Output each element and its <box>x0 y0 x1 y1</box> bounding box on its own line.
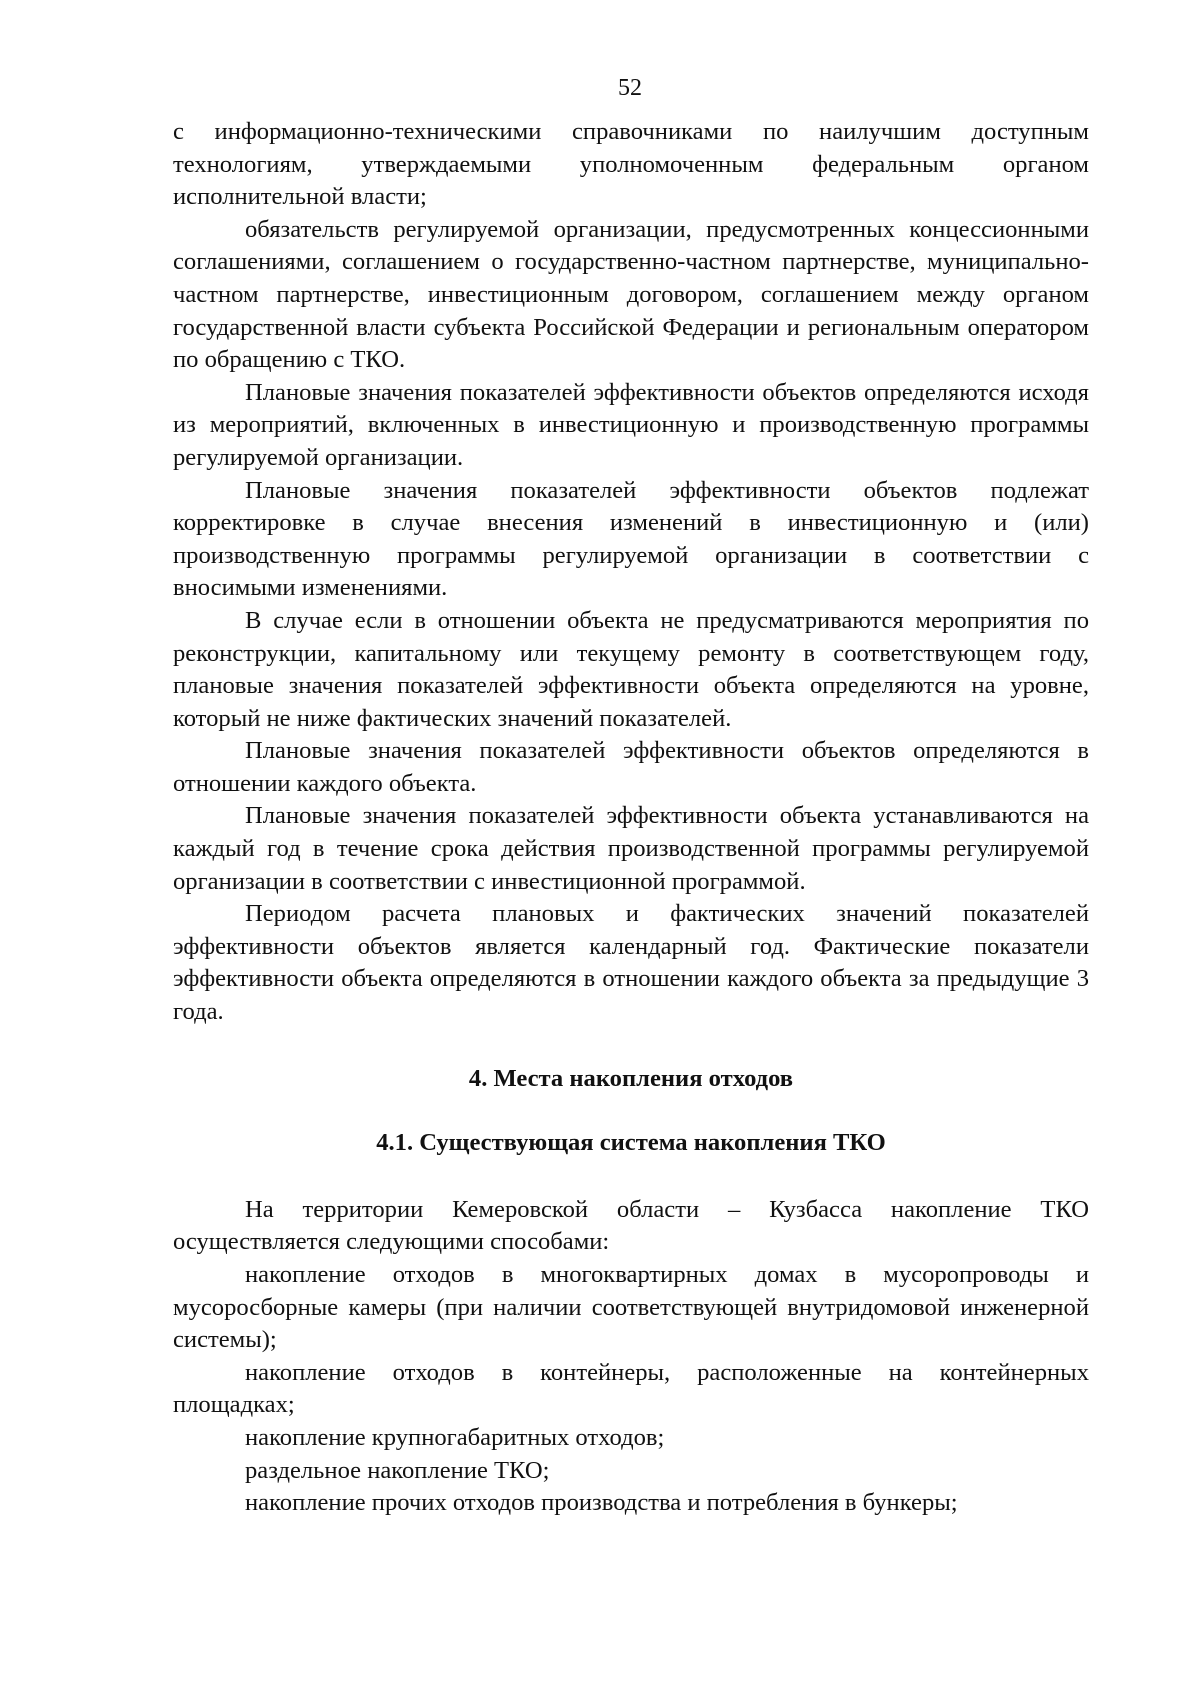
document-body <box>173 116 1089 1520</box>
paragraph-calculation-period: Периодом расчета плановых и фактических значений показателей эффективности объектов является календарный год. Фактические показатели эффективности объекта определяются в отношении каждого объекта за предыдущие 3 года. <box>173 900 1089 1026</box>
section-heading: 4. Места накопления отходов <box>468 1064 794 1092</box>
paragraph-planned-values-adjustment: Плановые значения показателей эффективности объектов подлежат корректировке в случае внесения изменений в инвестиционную и (или) производственную программы регулируемой организации в соответствии с вносимыми изменениями. <box>173 476 1089 602</box>
list-item-bunkers: накопление прочих отходов производства и потребления в бункеры; <box>245 1489 958 1517</box>
list-item-containers: накопление отходов в контейнеры, расположенные на контейнерных площадках; <box>173 1358 1089 1419</box>
paragraph-obligations: обязательств регулируемой организации, предусмотренных концессионными соглашениями, соглашением о государственно-частном партнерстве, муниципально-частном партнерстве, инвестиционным договором, соглашением между органом государственной власти субъекта Российской Федерации и региональным оператором по обращению с ТКО. <box>173 215 1089 374</box>
paragraph-accumulation-intro: На территории Кемеровской области – Кузбасса накопление ТКО осуществляется следующими способами: <box>173 1195 1089 1256</box>
paragraph-continued: с информационно-техническими справочниками по наилучшим доступным технологиям, утверждаемыми уполномоченным федеральным органом исполнительной власти; <box>173 118 1089 211</box>
list-item-garbage-chutes: накопление отходов в многоквартирных домах в мусоропроводы и мусоросборные камеры (при наличии соответствующей внутридомовой инженерной системы); <box>173 1261 1089 1354</box>
subsection-heading: 4.1. Существующая система накопления ТКО <box>376 1129 886 1157</box>
paragraph-no-repair-case: В случае если в отношении объекта не предусматриваются мероприятия по реконструкции, капитальному или текущему ремонту в соответствующем году, плановые значения показателей эффективности объекта определяются на уровне, который не ниже фактических значений показателей. <box>173 606 1089 732</box>
paragraph-each-object: Плановые значения показателей эффективности объектов определяются в отношении каждого объекта. <box>173 737 1089 797</box>
list-item-bulky-waste: накопление крупногабаритных отходов; <box>245 1423 665 1451</box>
paragraph-each-year: Плановые значения показателей эффективности объекта устанавливаются на каждый год в течение срока действия производственной программы регулируемой организации в соответствии с инвестиционной программой. <box>173 802 1089 895</box>
list-item-separate-collection: раздельное накопление ТКО; <box>245 1456 550 1484</box>
paragraph-planned-values-events: Плановые значения показателей эффективности объектов определяются исходя из мероприятий, включенных в инвестиционную и производственную программы регулируемой организации. <box>173 378 1089 471</box>
page-number: 52 <box>618 75 642 101</box>
